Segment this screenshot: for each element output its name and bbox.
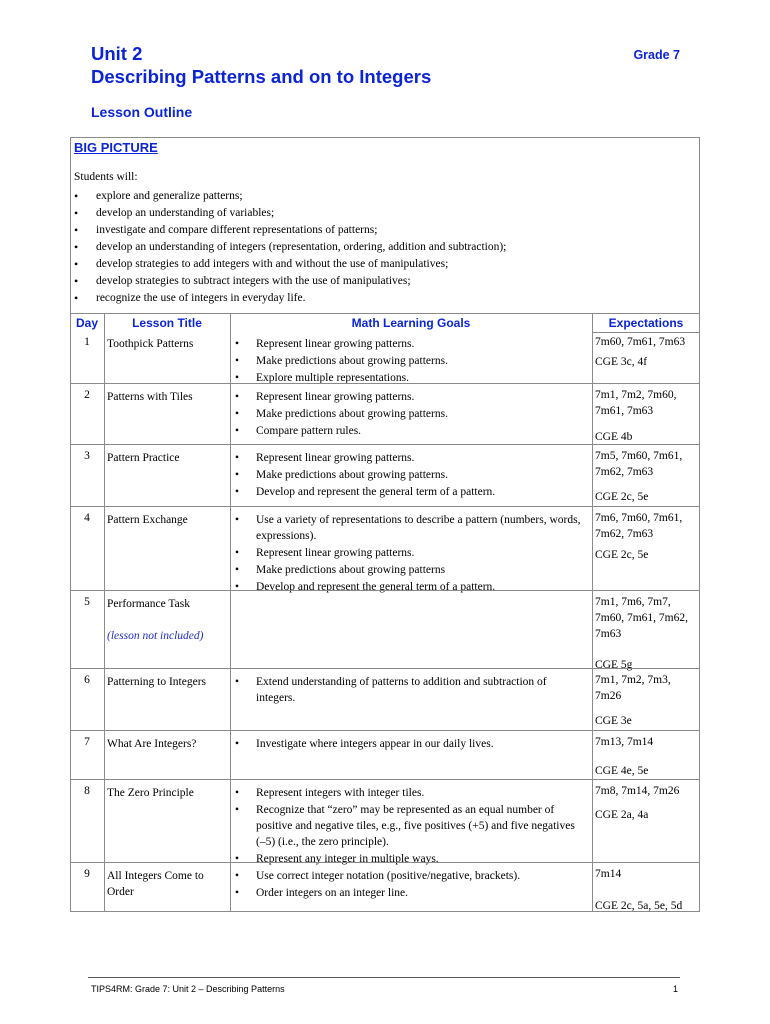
learning-goal: • Make predictions about growing patterns. [233,353,585,369]
lesson-title [107,674,229,690]
day-number: 7 [84,736,90,748]
cge-codes: CGE 5g [595,659,633,671]
cge-codes: CGE 2c, 5e [595,549,649,561]
expectation-codes: 7m60, 7m61, 7m63 [595,336,686,348]
lesson-title [107,785,229,801]
list-item: • develop an understanding of variables; [74,205,506,222]
header-lesson-title: Lesson Title [132,316,202,330]
lesson-note: (lesson not included) [107,630,204,642]
grade-label: Grade 7 [633,48,680,62]
cge-codes: CGE 3e [595,715,632,727]
list-item: • develop strategies to subtract integers with the use of manipulatives; [74,273,506,290]
header-expectations: Expectations [608,316,684,330]
day-number: 6 [84,674,90,686]
lesson-title [107,596,229,644]
day-number: 4 [84,512,90,524]
table-rule [70,862,700,863]
learning-goal: • Make predictions about growing patterns. [233,406,585,422]
page-number: 1 [673,984,679,994]
cge-codes: CGE 3c, 4f [595,356,648,368]
learning-goal: • Represent linear growing patterns. [233,545,585,561]
cge-codes: CGE 2c, 5a, 5e, 5d [595,900,683,912]
day-number: 1 [84,336,90,348]
learning-goal: • Recognize that “zero” may be represented as an equal number of positive and negative tiles, e.g., five positives (+5) and five negatives (–5) (i.e., the zero principle). [233,802,585,850]
lesson-outline-heading: Lesson Outline [91,104,193,120]
lesson-title [107,336,229,352]
unit-label: Unit 2 [91,43,143,64]
expectation-codes: 7m13, 7m14 [595,736,654,748]
cge-codes: CGE 4b [595,431,633,443]
lesson-title-text: Patterning to Integers [107,676,207,688]
learning-goal: • Use correct integer notation (positive/negative, brackets). [233,868,585,884]
learning-goal: • Represent linear growing patterns. [233,389,585,405]
table-rule [592,332,700,333]
unit-title: Describing Patterns and on to Integers [91,66,432,87]
lesson-title [107,512,229,528]
cge-codes: CGE 4e, 5e [595,765,649,777]
learning-goal: • Make predictions about growing patterns. [233,467,585,483]
day-number: 5 [84,596,90,608]
lesson-title-text: The Zero Principle [107,787,194,799]
lesson-title [107,868,229,900]
expectation-codes: 7m8, 7m14, 7m26 [595,785,680,797]
learning-goal: • Make predictions about growing patterns [233,562,585,578]
big-picture-intro: Students will: [74,171,138,183]
day-number: 9 [84,868,90,880]
day-number: 2 [84,389,90,401]
learning-goals [233,868,585,902]
lesson-title [107,450,229,466]
learning-goals [233,336,585,387]
learning-goals [233,785,585,868]
footer-text: TIPS4RM: Grade 7: Unit 2 – Describing Patterns [91,984,285,994]
table-rule [70,779,700,780]
list-item: • investigate and compare different representations of patterns; [74,222,506,239]
learning-goals [233,736,585,753]
lesson-title-text: Toothpick Patterns [107,338,194,350]
learning-goal: • Explore multiple representations. [233,370,585,386]
learning-goal: • Represent integers with integer tiles. [233,785,585,801]
learning-goal: • Represent any integer in multiple ways. [233,851,585,867]
learning-goal: • Order integers on an integer line. [233,885,585,901]
unit-heading [91,42,431,88]
expectation-codes: 7m1, 7m2, 7m60, 7m61, 7m63 [595,389,677,417]
learning-goals [233,674,585,707]
learning-goal: • Compare pattern rules. [233,423,585,439]
learning-goal: • Develop and represent the general term of a pattern. [233,484,585,500]
list-item: • recognize the use of integers in everyday life. [74,290,506,307]
expectation-codes: 7m6, 7m60, 7m61, 7m62, 7m63 [595,512,683,540]
header-day: Day [75,316,98,330]
table-rule [70,590,700,591]
header-math-learning-goals: Math Learning Goals [351,316,471,330]
list-item: • develop an understanding of integers (representation, ordering, addition and subtraction); [74,239,506,256]
learning-goal: • Represent linear growing patterns. [233,450,585,466]
big-picture-list [74,188,506,307]
learning-goals [233,389,585,440]
learning-goal: • Use a variety of representations to describe a pattern (numbers, words, expressions). [233,512,585,544]
list-item: • explore and generalize patterns; [74,188,506,205]
table-rule [592,313,593,912]
lesson-title-text: Pattern Exchange [107,514,188,526]
expectation-codes: 7m5, 7m60, 7m61, 7m62, 7m63 [595,450,683,478]
table-rule [70,730,700,731]
expectation-codes: 7m1, 7m2, 7m3, 7m26 [595,674,671,702]
cge-codes: CGE 2a, 4a [595,809,649,821]
table-rule [230,313,231,912]
lesson-title [107,736,229,752]
learning-goals [233,512,585,596]
learning-goal: • Develop and represent the general term of a pattern. [233,579,585,595]
table-rule [70,313,700,314]
cge-codes: CGE 2c, 5e [595,491,649,503]
learning-goal: • Investigate where integers appear in our daily lives. [233,736,585,752]
day-number: 3 [84,450,90,462]
lesson-title-text: What Are Integers? [107,738,197,750]
lesson-title-text: Performance Task [107,598,190,610]
lesson-title-text: Patterns with Tiles [107,391,193,403]
table-rule [70,444,700,445]
footer-rule [88,977,680,978]
lesson-title-text: All Integers Come to Order [107,870,204,898]
list-item: • develop strategies to add integers with and without the use of manipulatives; [74,256,506,273]
table-rule [70,506,700,507]
expectation-codes: 7m1, 7m6, 7m7, 7m60, 7m61, 7m62, 7m63 [595,596,688,640]
big-picture-heading: BIG PICTURE [74,140,158,155]
learning-goals [233,450,585,501]
table-rule [70,383,700,384]
learning-goal: • Extend understanding of patterns to addition and subtraction of integers. [233,674,585,706]
learning-goal: • Represent linear growing patterns. [233,336,585,352]
table-rule [70,668,700,669]
table-rule [104,313,105,912]
lesson-title [107,389,229,405]
expectation-codes: 7m14 [595,868,622,880]
day-number: 8 [84,785,90,797]
lesson-title-text: Pattern Practice [107,452,180,464]
lesson-table [70,313,700,912]
